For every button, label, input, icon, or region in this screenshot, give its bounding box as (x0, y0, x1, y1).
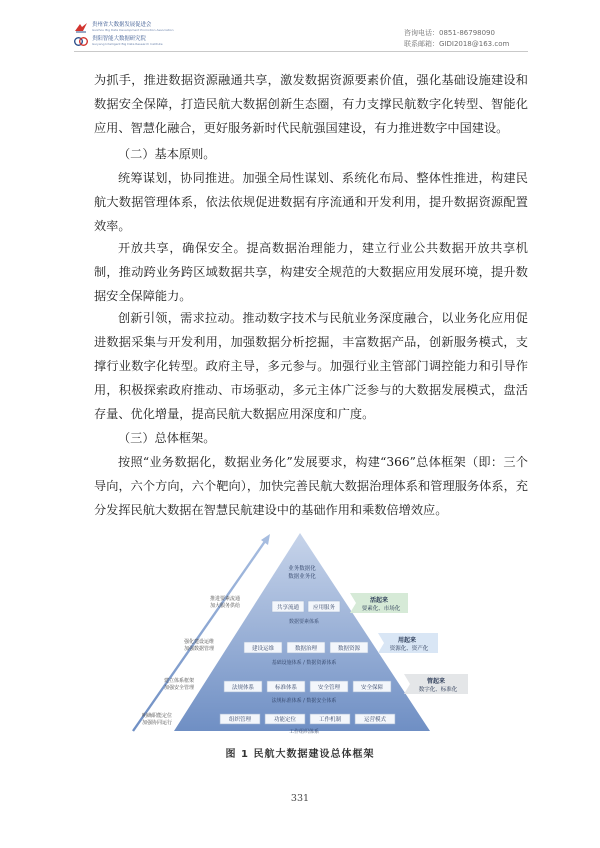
tier3-box-1: 法规体系 (231, 685, 255, 691)
organization-logos (74, 20, 174, 48)
tier1-band: 数据要素体系 (288, 619, 320, 625)
contact-email: 联系邮箱：GIDI2018@163.com (404, 40, 510, 48)
section-heading-principles: （二）基本原则。 (118, 147, 216, 161)
tier1-box-2: 应用服务 (312, 605, 336, 611)
page-header (0, 0, 600, 56)
contact-info (404, 28, 509, 50)
paragraph-principle-2: 开放共享，确保安全。提高数据治理能力，建立行业公共数据开放共享机制，推动跨业务跨区域数据共享，构建安全规范的大数据应用发展环境，提升数据安全保障能力。 (94, 241, 528, 303)
tier3-box-4: 安全保障 (360, 685, 384, 691)
tier2-box-3: 数据资源 (337, 646, 361, 652)
header-divider (74, 51, 528, 52)
institute-logo-icon (74, 36, 88, 47)
association-logo-icon (74, 22, 88, 33)
tier4-band: 工作组织体系 (288, 729, 320, 735)
tier3-band: 法规标准体系 / 数据安全体系 (271, 698, 337, 704)
left-label-1a: 推进要素流通 (209, 596, 240, 602)
tag-vitalize-title: 活起来 (369, 597, 389, 604)
tag-utilize-title: 用起来 (397, 637, 417, 644)
apex-label-1: 业务数据化 (288, 566, 316, 572)
tier2-box-2: 数据治理 (294, 646, 318, 652)
association-name-en: Guizhou Big Data Development Promotion Association (92, 28, 174, 32)
paragraph-principle-1: 统筹谋划，协同推进。加强全局性谋划、系统化布局、整体性推进，构建民航大数据管理体系，依法依规促进数据有序流通和开发利用，提升数据资源配置效率。 (94, 171, 528, 233)
left-label-2b: 加强数据管理 (183, 646, 214, 652)
tag-vitalize-sub: 要素化、市场化 (361, 606, 401, 612)
tier4-box-3: 工作机制 (318, 717, 342, 723)
logo-association (74, 20, 174, 34)
tier2-band: 基础设施体系 / 数据资源体系 (271, 660, 337, 666)
tag-manage-sub: 数字化、标准化 (418, 687, 458, 693)
apex-label-2: 数据业务化 (288, 574, 316, 580)
tier4-box-4: 运营模式 (363, 717, 387, 723)
logo-institute (74, 34, 174, 48)
institute-name: 贵阳智能大数据研究院 (92, 36, 146, 42)
page-number: 331 (290, 793, 310, 804)
left-label-2a: 强化建设运维 (183, 639, 214, 645)
paragraph-framework: 按照“业务数据化，数据业务化”发展要求，构建“366”总体框架（即：三个导向，六个方向，六个靶向），加快完善民航大数据治理体系和管理服务体系，充分发挥民航大数据在智慧民航建设中的基础作用和乘数倍增效应。 (94, 455, 528, 517)
tier2-box-1: 建设运维 (251, 646, 275, 652)
left-label-3a: 建立体系框架 (163, 678, 194, 684)
tier3-box-2: 标准体系 (274, 685, 298, 691)
contact-phone: 咨询电话：0851-86798090 (404, 29, 495, 37)
paragraph-principle-3: 创新引领，需求拉动。推动数字技术与民航业务深度融合，以业务化应用促进数据采集与开发利用，加强数据分析挖掘，丰富数据产品，创新服务模式，支撑行业数字化转型。政府主导，多元参与。加强行业主管部门调控能力和引导作用，积极探索政府推动、市场驱动，多元主体广泛参与的大数据发展模式，盘活存量、优化增量，提高民航大数据应用深度和广度。 (94, 311, 528, 421)
institute-name-en: Guiyang Intelligent Big Data Research Institute (92, 42, 163, 46)
tier4-box-2: 功能定位 (273, 717, 297, 723)
framework-pyramid-diagram (128, 531, 488, 737)
tag-utilize-sub: 资源化、资产化 (389, 646, 429, 652)
left-label-3b: 加强安全管理 (163, 685, 194, 691)
tier4-box-1: 组织管理 (228, 717, 252, 723)
association-name: 贵州省大数据发展促进会 (92, 22, 152, 28)
left-label-1b: 加大服务供给 (209, 603, 240, 609)
tag-manage-title: 管起来 (426, 678, 446, 685)
tier1-box-1: 共享流通 (276, 605, 300, 611)
paragraph-intro: 为抓手，推进数据资源融通共享，激发数据资源要素价值，强化基础设施建设和数据安全保障，打造民航大数据创新生态圈，有力支撑民航数字化转型、智能化应用、智慧化融合，更好服务新时代民航强国建设，有力推进数字中国建设。 (94, 73, 528, 135)
figure-caption: 图 1 民航大数据建设总体框架 (225, 749, 375, 760)
tier3-box-3: 安全管理 (317, 685, 341, 691)
left-label-4a: 明确职能定位 (141, 713, 172, 719)
left-label-4b: 加强协同运行 (141, 720, 172, 726)
section-heading-framework: （三）总体框架。 (118, 431, 216, 445)
